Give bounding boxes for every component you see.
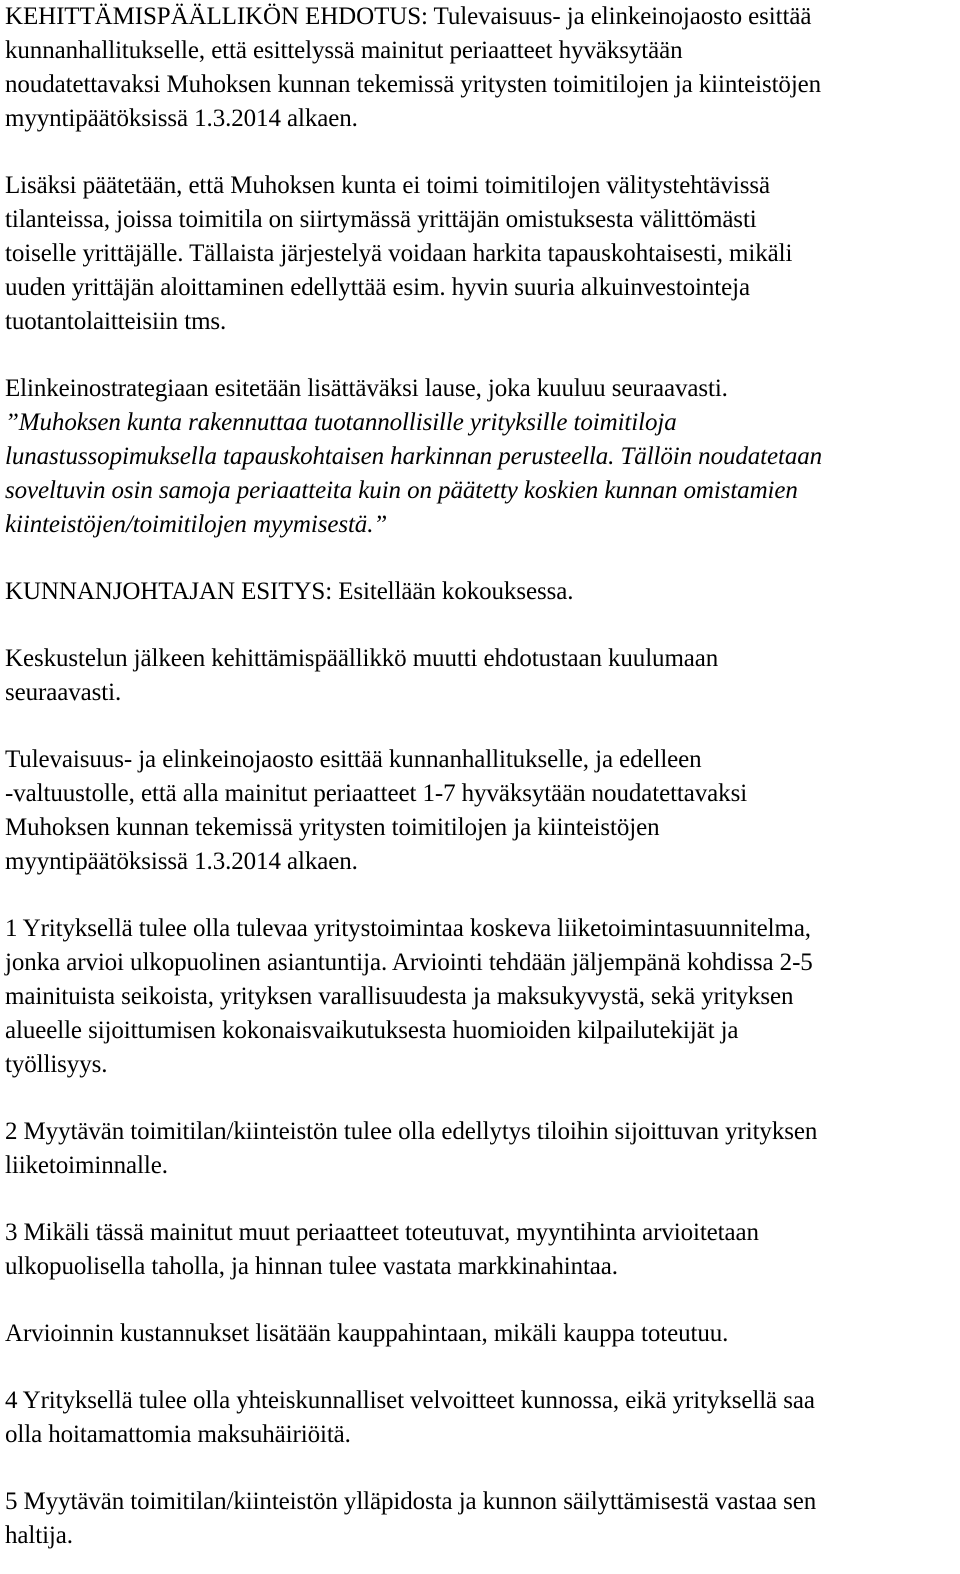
text-line: alueelle sijoittumisen kokonaisvaikutuksesta huomioiden kilpailutekijät ja [5,1017,739,1044]
text-line: seuraavasti. [5,679,122,706]
paragraph-jaosto-esittaa [5,743,955,879]
text-line: Arvioinnin kustannukset lisätään kauppahintaan, mikäli kauppa toteutuu. [5,1320,729,1347]
text-line: KEHITTÄMISPÄÄLLIKÖN EHDOTUS: Tulevaisuus- ja elinkeinojaosto esittää [5,3,812,30]
text-line: 3 Mikäli tässä mainitut muut periaatteet toteutuvat, myyntihinta arvioitetaan [5,1219,759,1246]
quoted-line: ”Muhoksen kunta rakennuttaa tuotannollisille yrityksille toimitiloja [5,409,677,436]
text-line: Muhoksen kunnan tekemissä yritysten toimitilojen ja kiinteistöjen [5,814,660,841]
text-line: myyntipäätöksissä 1.3.2014 alkaen. [5,105,358,132]
text-line: 1 Yrityksellä tulee olla tulevaa yritystoimintaa koskeva liiketoimintasuunnitelma, [5,915,811,942]
text-line: jonka arvioi ulkopuolinen asiantuntija. Arviointi tehdään jäljempänä kohdissa 2-5 [5,949,813,976]
text-line: liiketoiminnalle. [5,1152,168,1179]
paragraph-keskustelu [5,642,955,710]
paragraph-arvioinnin-kustannukset [5,1317,955,1351]
paragraph-gap [5,710,955,743]
paragraph-valitystehtavat [5,169,955,339]
principle-4 [5,1384,955,1452]
text-line: tuotantolaitteisiin tms. [5,308,227,335]
text-line: haltija. [5,1522,73,1549]
paragraph-gap [5,879,955,912]
text-line: 5 Myytävän toimitilan/kiinteistön ylläpidosta ja kunnon säilyttämisestä vastaa sen [5,1488,817,1515]
text-line: Tulevaisuus- ja elinkeinojaosto esittää kunnanhallitukselle, ja edelleen [5,746,702,773]
principle-5 [5,1485,955,1553]
text-line: Keskustelun jälkeen kehittämispäällikkö muutti ehdotustaan kuulumaan [5,645,719,672]
text-line: 2 Myytävän toimitilan/kiinteistön tulee olla edellytys tiloihin sijoittuvan yrityksen [5,1118,818,1145]
paragraph-elinkeinostrategia [5,372,955,542]
paragraph-gap [5,1183,955,1216]
text-line: toiselle yrittäjälle. Tällaista järjestelyä voidaan harkita tapauskohtaisesti, mikäli [5,240,793,267]
paragraph-gap [5,1351,955,1384]
text-line: kunnanhallitukselle, että esittelyssä mainitut periaatteet hyväksytään [5,37,683,64]
quoted-line: kiinteistöjen/toimitilojen myymisestä.” [5,511,388,538]
text-line: työllisyys. [5,1051,108,1078]
text-line: Lisäksi päätetään, että Muhoksen kunta ei toimi toimitilojen välitystehtävissä [5,172,770,199]
text-line: KUNNANJOHTAJAN ESITYS: Esitellään kokouksessa. [5,578,574,605]
text-line: mainituista seikoista, yrityksen varallisuudesta ja maksukyvystä, sekä yrityksen [5,983,794,1010]
text-line: noudatettavaksi Muhoksen kunnan tekemissä yritysten toimitilojen ja kiinteistöjen [5,71,822,98]
principle-2 [5,1115,955,1183]
text-line: olla hoitamattomia maksuhäiriöitä. [5,1421,351,1448]
quoted-line: soveltuvin osin samoja periaatteita kuin on päätetty koskien kunnan omistamien [5,477,798,504]
paragraph-gap [5,609,955,642]
paragraph-kunnanjohtajan-esitys [5,575,955,609]
text-line: uuden yrittäjän aloittaminen edellyttää esim. hyvin suuria alkuinvestointeja [5,274,750,301]
paragraph-gap [5,1452,955,1485]
text-line: myyntipäätöksissä 1.3.2014 alkaen. [5,848,358,875]
paragraph-gap [5,136,955,169]
text-line: 4 Yrityksellä tulee olla yhteiskunnalliset velvoitteet kunnossa, eikä yrityksellä saa [5,1387,815,1414]
principle-3 [5,1216,955,1284]
text-line: ulkopuolisella taholla, ja hinnan tulee vastata markkinahintaa. [5,1253,618,1280]
quoted-line: lunastussopimuksella tapauskohtaisen harkinnan perusteella. Tällöin noudatetaan [5,443,823,470]
document-body [5,0,955,1553]
paragraph-gap [5,1082,955,1115]
paragraph-gap [5,1284,955,1317]
text-line: -valtuustolle, että alla mainitut periaatteet 1-7 hyväksytään noudatettavaksi [5,780,748,807]
paragraph-gap [5,339,955,372]
principle-1 [5,912,955,1082]
paragraph-kehittamispaallikon-ehdotus [5,0,955,136]
text-line: tilanteissa, joissa toimitila on siirtymässä yrittäjän omistuksesta välittömästi [5,206,757,233]
text-line: Elinkeinostrategiaan esitetään lisättäväksi lause, joka kuuluu seuraavasti. [5,375,728,402]
paragraph-gap [5,542,955,575]
